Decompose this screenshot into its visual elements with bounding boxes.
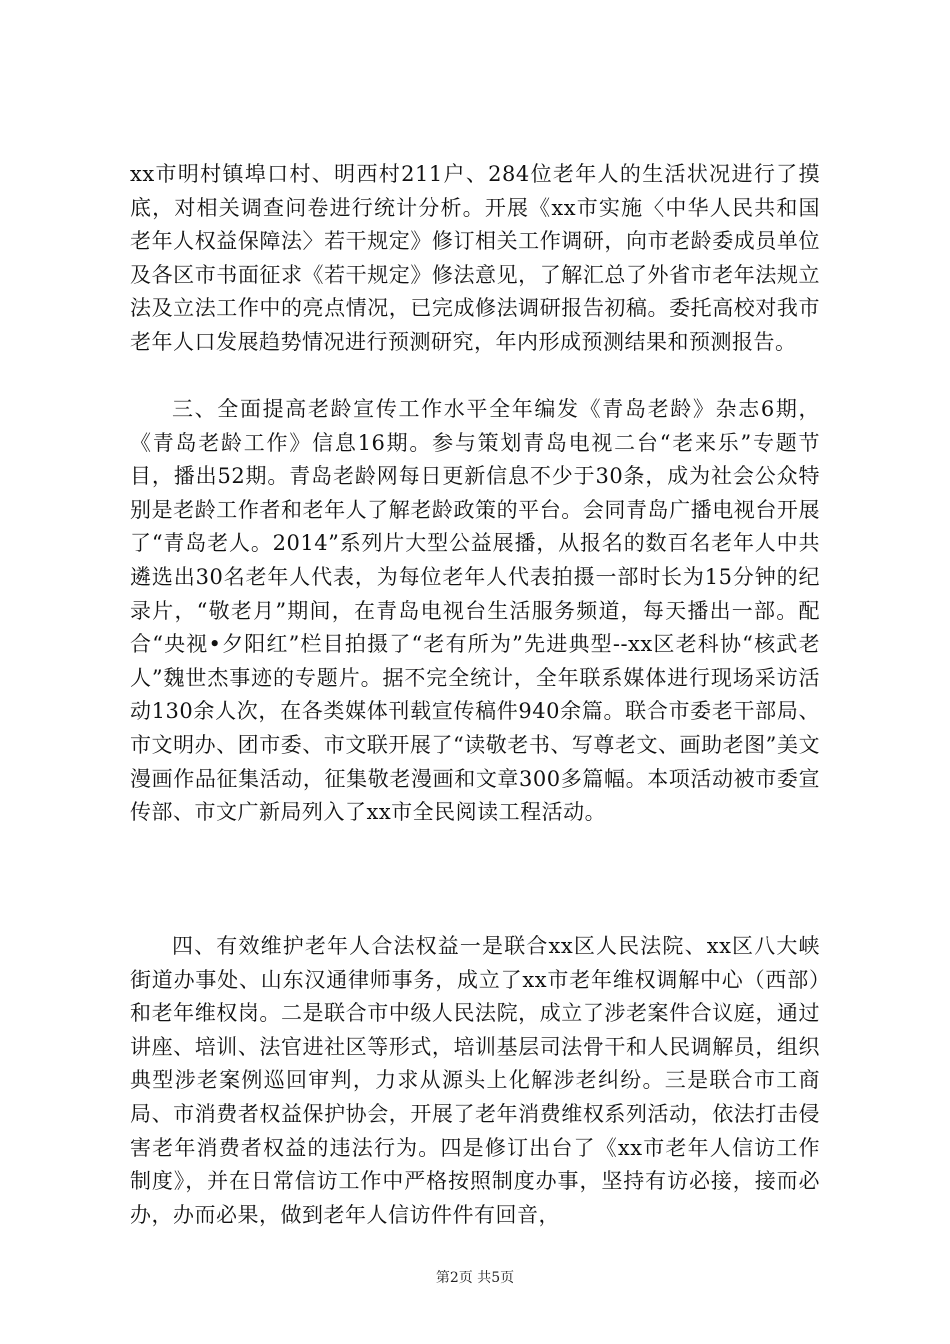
paragraph-publicity: 三、全面提高老龄宣传工作水平全年编发《青岛老龄》杂志6期，《青岛老龄工作》信息16期。参与策划青岛电视二台“老来乐”专题节目，播出52期。青岛老龄网每日更新信息不少于30条，成为社会公众特别是老龄工作者和老年人了解老龄政策的平台。会同青岛广播电视台开展了“青岛老人。2014”系列片大型公益展播，从报名的数百名老年人中共遴选出30名老年人代表，为每位老年人代表拍摄一部时长为15分钟的纪录片，“敬老月”期间，在青岛电视台生活服务频道，每天播出一部。配合“央视•夕阳红”栏目拍摄了“老有所为”先进典型--xx区老科协“核武老人”魏世杰事迹的专题片。据不完全统计，全年联系媒体进行现场采访活动130余人次，在各类媒体刊载宣传稿件940余篇。联合市委老干部局、市文明办、团市委、市文联开展了“读敬老书、写尊老文、画助老图”美文漫画作品征集活动，征集敬老漫画和文章300多篇幅。本项活动被市委宣传部、市文广新局列入了xx市全民阅读工程活动。 <box>130 397 820 825</box>
paragraph-rights-protection: 四、有效维护老年人合法权益一是联合xx区人民法院、xx区八大峡街道办事处、山东汉通律师事务，成立了xx市老年维权调解中心（西部）和老年维权岗。二是联合市中级人民法院，成立了涉老案件合议庭，通过讲座、培训、法官进社区等形式，培训基层司法骨干和人民调解员，组织典型涉老案例巡回审判，力求从源头上化解涉老纠纷。三是联合市工商局、市消费者权益保护协会，开展了老年消费维权系列活动，依法打击侵害老年消费者权益的违法行为。四是修订出台了《xx市老年人信访工作制度》，并在日常信访工作中严格按照制度办事，坚持有访必接，接而必办，办而必果，做到老年人信访件件有回音， <box>130 934 820 1227</box>
page-number-footer: 第2页 共5页 <box>435 1270 515 1286</box>
paragraph-survey: xx市明村镇埠口村、明西村211户、284位老年人的生活状况进行了摸底，对相关调查问卷进行统计分析。开展《xx市实施〈中华人民共和国老年人权益保障法〉若干规定》修订相关工作调研，向市老龄委成员单位及各区市书面征求《若干规定》修法意见，了解汇总了外省市老年法规立法及立法工作中的亮点情况，已完成修法调研报告初稿。委托高校对我市老年人口发展趋势情况进行预测研究，年内形成预测结果和预测报告。 <box>130 162 820 354</box>
